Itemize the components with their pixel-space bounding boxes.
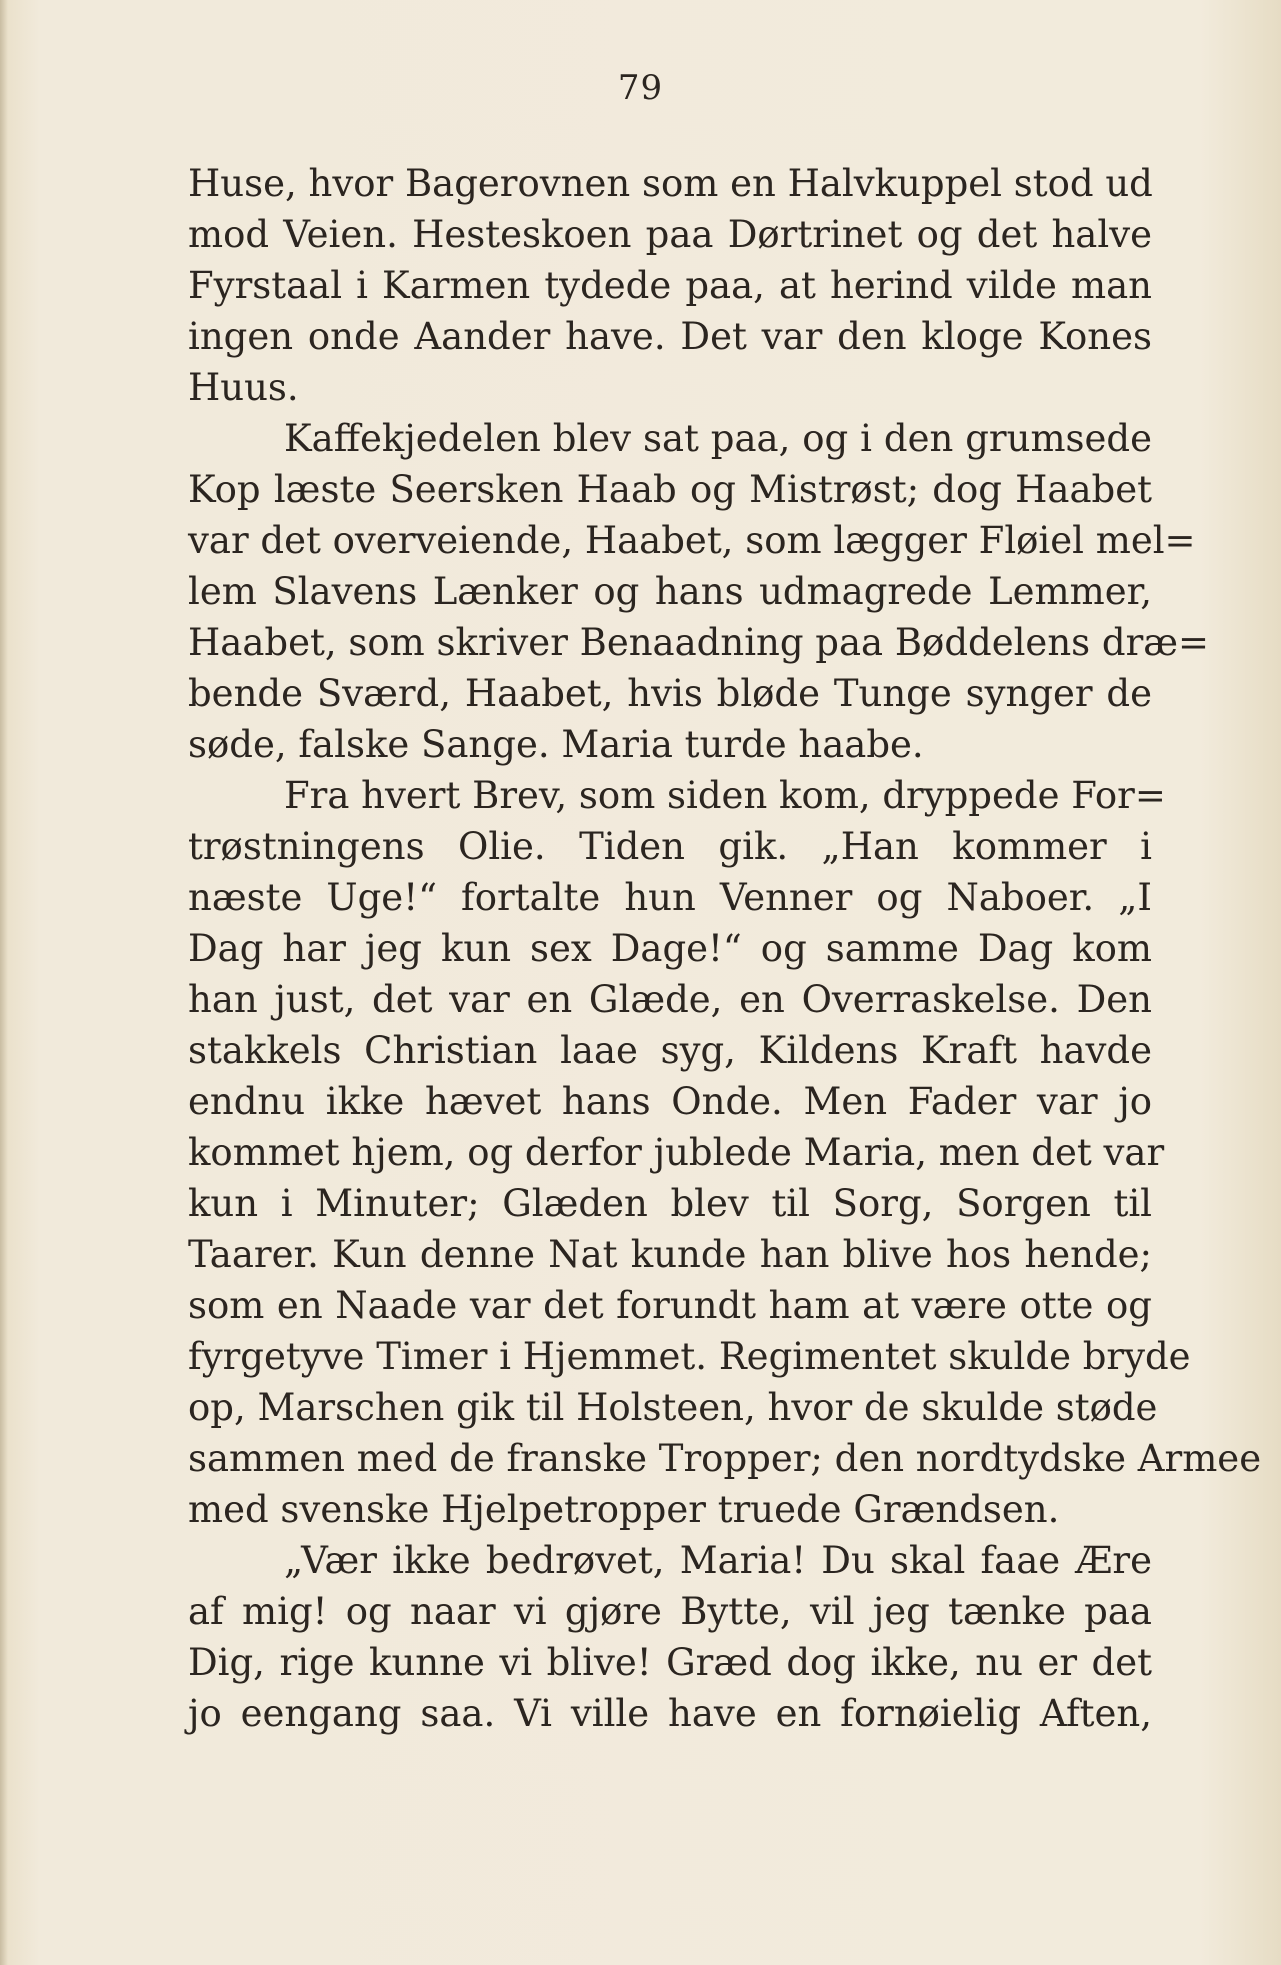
text-line: næste Uge!“ fortalte hun Venner og Naboer. „I [188,876,1152,919]
text-line: kommet hjem, og derfor jublede Maria, men det var [188,1131,1165,1174]
text-line: som en Naade var det forundt ham at være otte og [188,1284,1152,1327]
page-number: 79 [617,68,664,108]
text-line: var det overveiende, Haabet, som lægger Fløiel mel= [188,519,1196,562]
text-line: jo eengang saa. Vi ville have en fornøielig Aften, [188,1692,1152,1735]
text-line: Kop læste Seersken Haab og Mistrøst; dog Haabet [188,468,1152,511]
text-line: op, Marschen gik til Holsteen, hvor de skulde støde [188,1386,1158,1429]
text-line: lem Slavens Lænker og hans udmagrede Lemmer, [188,570,1152,613]
text-line: Taarer. Kun denne Nat kunde han blive hos hende; [188,1233,1152,1276]
text-line: han just, det var en Glæde, en Overraskelse. Den [188,978,1152,1021]
text-line: endnu ikke hævet hans Onde. Men Fader var jo [188,1080,1152,1123]
text-line: Fyrstaal i Karmen tydede paa, at herind vilde man [188,264,1152,307]
paragraph-first-line: Kaffekjedelen blev sat paa, og i den grumsede [284,417,1152,460]
text-line: bende Sværd, Haabet, hvis bløde Tunge synger de [188,672,1152,715]
text-line: trøstningens Olie. Tiden gik. „Han kommer i [188,825,1152,868]
text-line: mod Veien. Hesteskoen paa Dørtrinet og det halve [188,213,1152,256]
text-line: søde, falske Sange. Maria turde haabe. [188,723,924,766]
paragraph-first-line: „Vær ikke bedrøvet, Maria! Du skal faae Ære [284,1539,1152,1582]
text-line: Huse, hvor Bagerovnen som en Halvkuppel stod ud [188,162,1153,205]
text-line: fyrgetyve Timer i Hjemmet. Regimentet skulde bryde [188,1335,1191,1378]
text-line: Huus. [188,366,299,409]
text-line: ingen onde Aander have. Det var den kloge Kones [188,315,1152,358]
text-line: af mig! og naar vi gjøre Bytte, vil jeg tænke paa [188,1590,1152,1633]
text-line: sammen med de franske Tropper; den nordtydske Armee [188,1437,1262,1480]
body-text [188,158,1262,1739]
text-line: Dig, rige kunne vi blive! Græd dog ikke, nu er det [188,1641,1152,1684]
text-line: Dag har jeg kun sex Dage!“ og samme Dag kom [188,927,1152,970]
text-line: Haabet, som skriver Benaadning paa Bøddelens dræ= [188,621,1210,664]
page-edge-shadow [0,0,8,1965]
text-line: kun i Minuter; Glæden blev til Sorg, Sorgen til [188,1182,1152,1225]
text-line: stakkels Christian laae syg, Kildens Kraft havde [188,1029,1152,1072]
text-line: med svenske Hjelpetropper truede Grændsen. [188,1488,1060,1531]
paragraph-first-line: Fra hvert Brev, som siden kom, dryppede For= [284,774,1166,817]
